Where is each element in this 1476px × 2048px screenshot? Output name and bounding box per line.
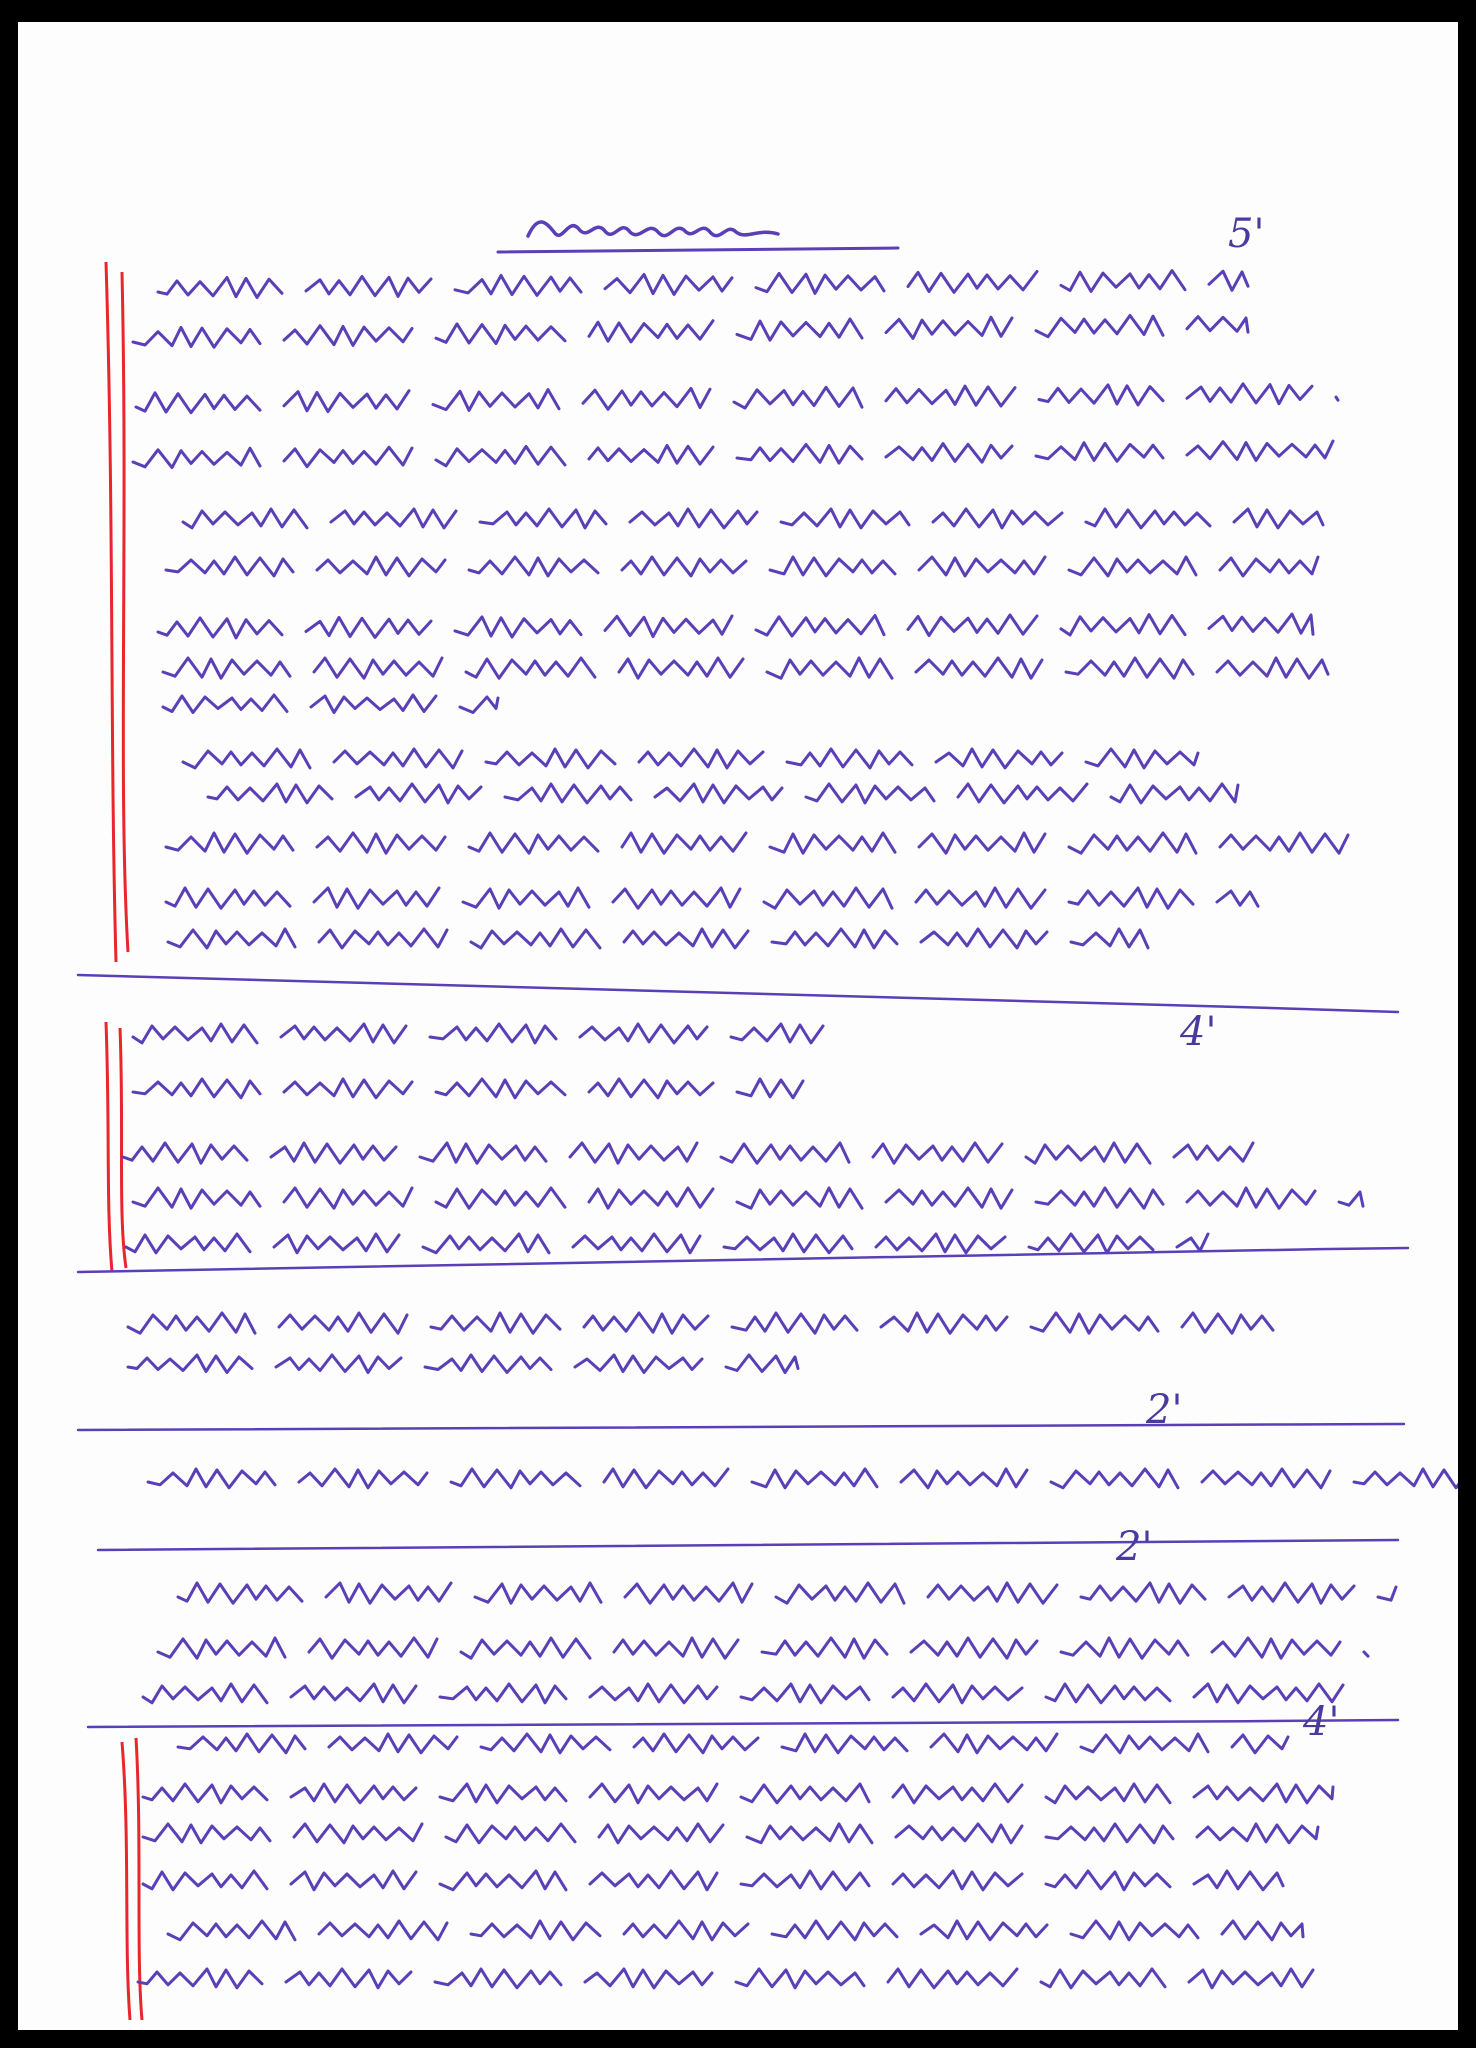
divider-2 bbox=[78, 1248, 1408, 1272]
handwritten-line bbox=[166, 833, 1348, 853]
handwritten-line bbox=[133, 1024, 823, 1043]
handwritten-line bbox=[133, 441, 1333, 468]
margin-marker-section1 bbox=[106, 262, 128, 962]
handwritten-line bbox=[183, 749, 1198, 768]
timing-mark-section3: 2' bbox=[1146, 1387, 1183, 1433]
handwriting-layer bbox=[18, 22, 1458, 2030]
handwritten-line bbox=[166, 888, 1258, 908]
handwritten-line bbox=[163, 695, 498, 713]
handwritten-line bbox=[163, 658, 1328, 678]
handwritten-line bbox=[183, 509, 1323, 528]
handwritten-line bbox=[136, 384, 1338, 413]
handwritten-line bbox=[143, 1824, 1318, 1843]
divider-1 bbox=[78, 975, 1398, 1012]
handwritten-line bbox=[148, 1469, 1458, 1488]
divider-4 bbox=[98, 1540, 1398, 1550]
handwritten-line bbox=[133, 316, 1248, 348]
handwritten-line bbox=[143, 1784, 1333, 1803]
handwritten-line bbox=[138, 1969, 1313, 1988]
margin-marker-section5 bbox=[122, 1738, 142, 2020]
handwritten-line bbox=[208, 784, 1238, 803]
divider-5 bbox=[88, 1720, 1398, 1727]
handwritten-line bbox=[143, 1871, 1283, 1890]
handwritten-line bbox=[133, 1188, 1363, 1208]
margin-marker-section2 bbox=[106, 1022, 126, 1272]
handwritten-line bbox=[126, 1234, 1208, 1253]
timing-mark-section5: 4' bbox=[1303, 1699, 1340, 1745]
handwritten-line bbox=[178, 1734, 1288, 1753]
handwritten-line bbox=[168, 929, 1148, 948]
timing-mark-section4: 2' bbox=[1116, 1524, 1153, 1570]
handwritten-line bbox=[168, 1921, 1303, 1940]
handwritten-line bbox=[166, 557, 1318, 576]
handwritten-line bbox=[178, 1583, 1396, 1603]
heading-underline bbox=[498, 248, 898, 252]
handwritten-line bbox=[128, 1355, 798, 1373]
timing-mark-section2: 4' bbox=[1180, 1009, 1217, 1055]
manuscript-page bbox=[18, 22, 1458, 2030]
handwritten-line bbox=[143, 1684, 1343, 1703]
handwritten-line bbox=[158, 614, 1313, 638]
heading-scribble bbox=[528, 222, 778, 236]
timing-mark-section1: 5' bbox=[1228, 211, 1265, 257]
handwritten-line bbox=[158, 271, 1248, 298]
handwritten-line bbox=[133, 1079, 803, 1098]
handwritten-line bbox=[128, 1313, 1273, 1333]
handwritten-line bbox=[123, 1143, 1253, 1163]
handwritten-line bbox=[158, 1638, 1368, 1658]
divider-3 bbox=[78, 1424, 1404, 1430]
handwritten-text-lines bbox=[123, 271, 1458, 1988]
